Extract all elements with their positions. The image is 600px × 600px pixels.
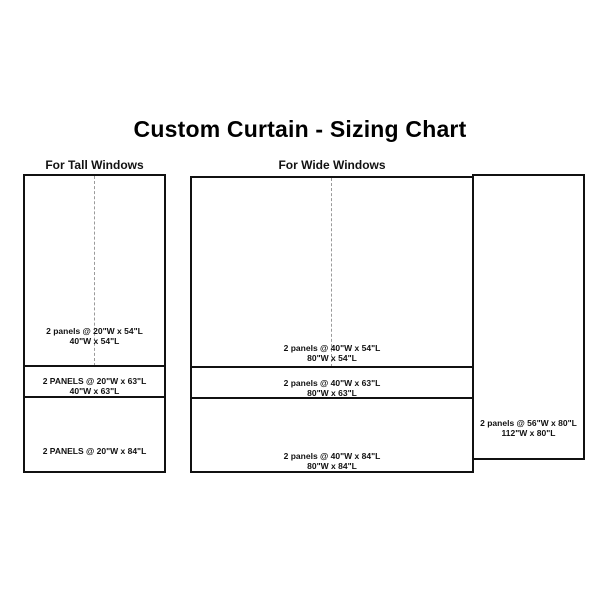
tall-54-panels-text: 2 panels @ 20"W x 54"L	[46, 326, 143, 336]
tall-63-total-text: 40"W x 63"L	[69, 386, 120, 396]
wide-54-total-text: 80"W x 54"L	[307, 353, 357, 363]
wide-63-total-text: 80"W x 63"L	[307, 388, 357, 398]
wide-54-panels-text: 2 panels @ 40"W x 54"L	[283, 343, 381, 353]
extra-wide-total-text: 112"W x 80"L	[501, 428, 556, 438]
wide-63-panels-text: 2 panels @ 40"W x 63"L	[283, 378, 381, 388]
wide-84-size-label	[190, 451, 474, 471]
wide-63-size-label	[190, 378, 474, 398]
tall-window-63-length-line	[23, 396, 166, 398]
tall-84-panels-text: 2 PANELS @ 20"W x 84"L	[42, 446, 147, 456]
tall-54-total-text: 40"W x 54"L	[69, 336, 120, 346]
wide-windows-heading: For Wide Windows	[278, 158, 386, 172]
chart-title: Custom Curtain - Sizing Chart	[133, 116, 467, 142]
wide-54-size-label	[190, 343, 474, 363]
extra-wide-size-label	[472, 418, 585, 438]
extra-wide-panels-text: 2 panels @ 56"W x 80"L	[480, 418, 577, 428]
wide-window-center-divider	[331, 178, 332, 367]
wide-window-54-length-line	[190, 366, 474, 368]
wide-84-panels-text: 2 panels @ 40"W x 84"L	[283, 451, 381, 461]
tall-63-size-label	[23, 376, 166, 396]
tall-63-panels-text: 2 PANELS @ 20"W x 63"L	[42, 376, 147, 386]
wide-window-outline	[190, 176, 474, 473]
tall-window-54-length-line	[23, 365, 166, 367]
tall-84-size-label	[23, 446, 166, 456]
tall-windows-heading: For Tall Windows	[45, 158, 144, 172]
wide-84-total-text: 80"W x 84"L	[307, 461, 357, 471]
tall-54-size-label	[23, 326, 166, 346]
